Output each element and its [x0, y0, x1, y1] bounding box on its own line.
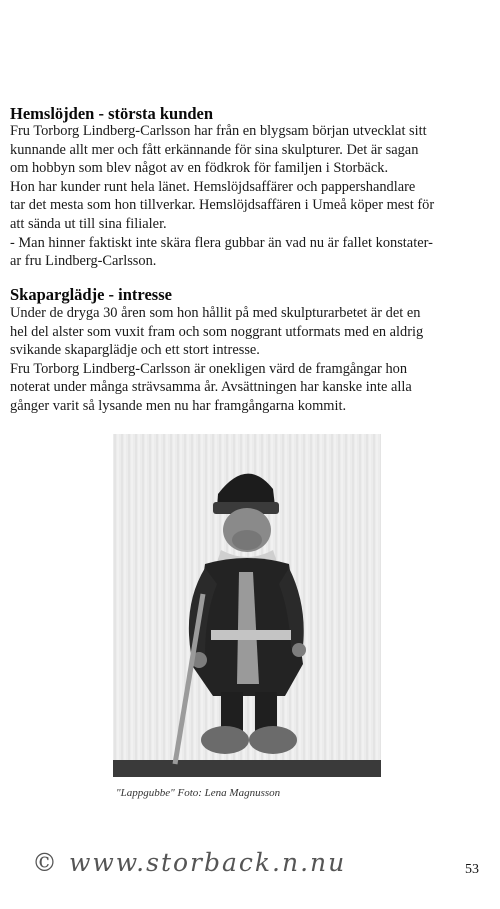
section-heading-hemslojden: Hemslöjden - största kunden [10, 104, 214, 123]
page-number: 53 [465, 862, 479, 877]
watermark: © www.storback.n.nu [32, 848, 347, 877]
text-line: Under de dryga 30 åren som hon hållit på med skulpturarbetet är det en [10, 305, 421, 321]
text-line: gånger varit så lysande men nu har framgångarna kommit. [10, 397, 347, 414]
text-line: - Man hinner faktiskt inte skära flera gubbar än vad nu är fallet konstater- [10, 234, 433, 251]
section-heading-skaparglädje: Skaparglädje - intresse [10, 285, 172, 304]
text-line: Fru Torborg Lindberg-Carlsson är onekligen värd de framgångar hon [10, 360, 408, 377]
text-line: Hon har kunder runt hela länet. Hemslöjdsaffärer och pappershandlare [10, 178, 416, 195]
section-body-skaparglädje [10, 304, 485, 416]
text-line: ar fru Lindberg-Carlsson. [10, 253, 157, 270]
photo-caption: "Lappgubbe" Foto: Lena Magnusson [116, 787, 281, 799]
text-line: hel del alster som vuxit fram och som noggrant utformats med en aldrig [10, 323, 424, 340]
section-body-hemslojden [10, 122, 485, 271]
text-line: kunnande allt mer och fått erkännande för sina skulpturer. Det är sagan [10, 141, 419, 158]
sculpture-photo [113, 434, 381, 777]
text-line: om hobbyn som blev något av en födkrok för familjen i Storbäck. [10, 160, 389, 177]
text-line: svikande skaparglädje och ett stort intresse. [10, 342, 260, 359]
text-line: Fru Torborg Lindberg-Carlsson har från en blygsam början utvecklat sitt [10, 123, 427, 139]
text-line: noterat under många strävsamma år. Avsättningen har kanske inte alla [10, 379, 412, 396]
text-line: att sända ut till sina filialer. [10, 215, 167, 232]
carved-figure-image [113, 434, 381, 777]
text-line: tar det mesta som hon tillverkar. Hemslöjdsaffären i Umeå köper mest för [10, 197, 435, 214]
